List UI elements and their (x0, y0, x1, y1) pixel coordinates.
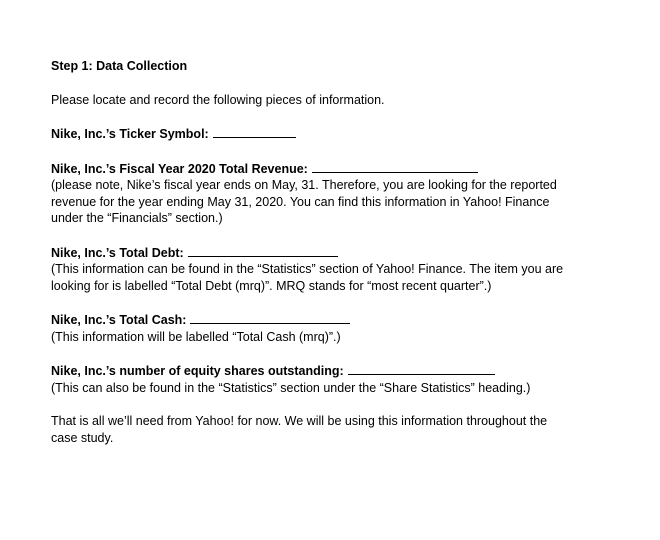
item-cash (51, 311, 611, 345)
item-debt (51, 244, 611, 295)
revenue-note-line-1: (please note, Nike’s fiscal year ends on May, 31. Therefore, you are looking for the reported (51, 178, 557, 192)
document-page (51, 58, 611, 446)
debt-note-line-2: looking for is labelled “Total Debt (mrq)”. MRQ stands for “most recent quarter”.) (51, 278, 492, 293)
cash-blank (190, 311, 350, 324)
debt-note-line-1: (This information can be found in the “Statistics” section of Yahoo! Finance. The item you are (51, 262, 564, 276)
closing-line-1: That is all we’ll need from Yahoo! for now. We will be using this information throughout the (51, 414, 548, 428)
revenue-label: Nike, Inc.’s Fiscal Year 2020 Total Revenue: (51, 161, 308, 176)
shares-note-line-1: (This can also be found in the “Statistics” section under the “Share Statistics” heading.) (51, 380, 531, 395)
revenue-note-line-2: revenue for the year ending May 31, 2020. You can find this information in Yahoo! Finance (51, 194, 550, 209)
item-ticker (51, 125, 611, 143)
item-shares (51, 362, 611, 396)
revenue-note-line-3: under the “Financials” section.) (51, 211, 223, 225)
shares-label: Nike, Inc.’s number of equity shares outstanding: (51, 364, 344, 378)
ticker-blank (213, 125, 296, 138)
cash-label: Nike, Inc.’s Total Cash: (51, 313, 187, 327)
closing-paragraph (51, 413, 611, 446)
shares-blank (348, 362, 495, 375)
debt-blank (188, 244, 338, 257)
debt-label: Nike, Inc.’s Total Debt: (51, 245, 184, 260)
intro-text: Please locate and record the following pieces of information. (51, 92, 385, 107)
item-revenue (51, 160, 611, 227)
closing-line-2: case study. (51, 430, 114, 445)
step-heading: Step 1: Data Collection (51, 59, 188, 73)
revenue-blank (312, 160, 478, 173)
ticker-label: Nike, Inc.’s Ticker Symbol: (51, 127, 209, 141)
cash-note-line-1: (This information will be labelled “Total Cash (mrq)”.) (51, 329, 341, 344)
